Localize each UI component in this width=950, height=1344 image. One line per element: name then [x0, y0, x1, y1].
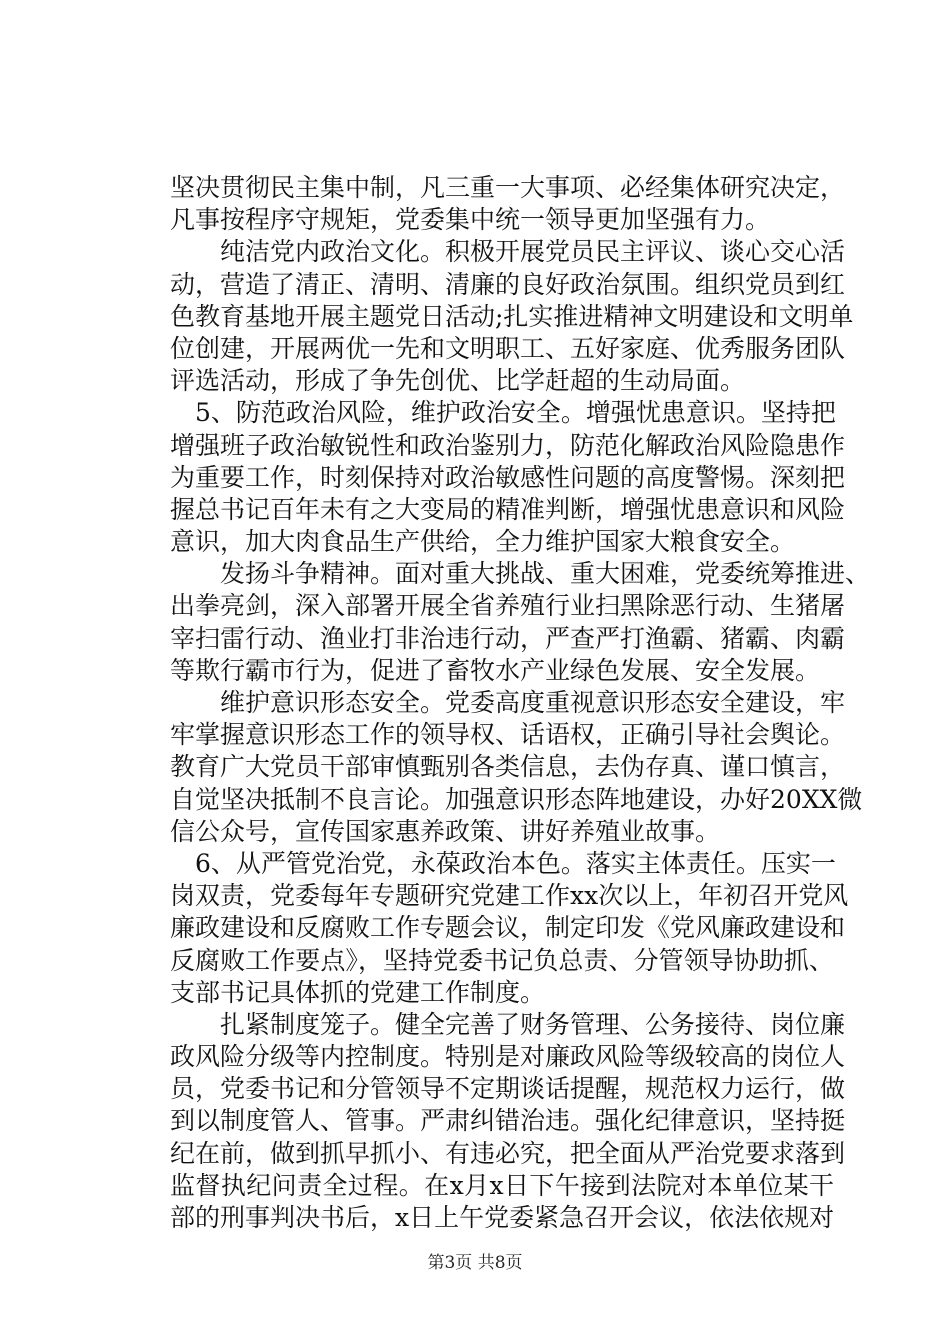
text-line: 位创建，开展两优一先和文明职工、五好家庭、优秀服务团队: [170, 333, 846, 363]
text-line: 意识，加大肉食品生产供给，全力维护国家大粮食安全。: [170, 527, 796, 557]
text-line: 到以制度管人、管事。严肃纠错治违。强化纪律意识，坚持挺: [170, 1106, 846, 1136]
text-line: 动，营造了清正、清明、清廉的良好政治氛围。组织党员到红: [170, 269, 846, 299]
text-line: 凡事按程序守规矩，党委集中统一领导更加坚强有力。: [170, 205, 771, 235]
paragraph: [170, 397, 846, 558]
text-line: 增强班子政治敏锐性和政治鉴别力，防范化解政治风险隐患作: [170, 430, 846, 460]
text-line: 6、从严管党治党，永葆政治本色。落实主体责任。压实一: [170, 848, 836, 878]
text-line: 岗双责，党委每年专题研究党建工作xx次以上，年初召开党风: [170, 881, 849, 911]
text-line: 支部书记具体抓的党建工作制度。: [170, 977, 546, 1007]
text-line: 反腐败工作要点》，坚持党委书记负总责、分管领导协助抓、: [170, 945, 834, 975]
text-line: 坚决贯彻民主集中制，凡三重一大事项、必经集体研究决定，: [170, 173, 846, 202]
text-line: 握总书记百年未有之大变局的精准判断，增强忧患意识和风险: [170, 494, 846, 524]
text-line: 出拳亮剑，深入部署开展全省养殖行业扫黑除恶行动、生猪屠: [170, 591, 846, 621]
text-line: 员，党委书记和分管领导不定期谈话提醒，规范权力运行，做: [170, 1074, 846, 1104]
text-line: 纯洁党内政治文化。积极开展党员民主评议、谈心交心活: [170, 237, 846, 267]
text-line: 自觉坚决抵制不良言论。加强意识形态阵地建设，办好20XX微: [170, 784, 863, 814]
text-line: 发扬斗争精神。面对重大挑战、重大困难，党委统筹推进、: [170, 559, 871, 589]
paragraph: [170, 558, 871, 687]
text-line: 政风险分级等内控制度。特别是对廉政风险等级较高的岗位人: [170, 1042, 846, 1072]
text-line: 宰扫雷行动、渔业打非治违行动，严查严打渔霸、猪霸、肉霸: [170, 623, 846, 653]
text-line: 纪在前，做到抓早抓小、有违必究，把全面从严治党要求落到: [170, 1138, 846, 1168]
text-line: 信公众号，宣传国家惠养政策、讲好养殖业故事。: [170, 816, 721, 846]
paragraph: [170, 848, 849, 1009]
text-line: 扎紧制度笼子。健全完善了财务管理、公务接待、岗位廉: [170, 1009, 846, 1039]
text-line: 评选活动，形成了争先创优、比学赶超的生动局面。: [170, 366, 746, 396]
text-line: 廉政建设和反腐败工作专题会议，制定印发《党风廉政建设和: [170, 913, 846, 943]
paragraph: [170, 236, 854, 397]
text-line: 教育广大党员干部审慎甄别各类信息，去伪存真、谨口慎言，: [170, 752, 846, 782]
text-line: 维护意识形态安全。党委高度重视意识形态安全建设，牢: [170, 688, 846, 717]
paragraph: [170, 172, 846, 236]
text-line: 监督执纪问责全过程。在x月x日下午接到法院对本单位某干: [170, 1170, 834, 1200]
text-line: 部的刑事判决书后，x日上午党委紧急召开会议，依法依规对: [170, 1203, 835, 1232]
paragraph: [170, 687, 863, 848]
text-line: 为重要工作，时刻保持对政治敏感性问题的高度警惕。深刻把: [170, 462, 846, 492]
text-line: 等欺行霸市行为，促进了畜牧水产业绿色发展、安全发展。: [170, 655, 821, 685]
text-line: 5、防范政治风险，维护政治安全。增强忧患意识。坚持把: [170, 398, 836, 428]
text-line: 色教育基地开展主题党日活动;扎实推进精神文明建设和文明单: [170, 301, 854, 331]
text-line: 牢掌握意识形态工作的领导权、话语权，正确引导社会舆论。: [170, 720, 846, 750]
page-number-footer: 第3页 共8页: [427, 1253, 523, 1273]
paragraph: [170, 1009, 846, 1234]
document-body: [170, 172, 871, 1234]
